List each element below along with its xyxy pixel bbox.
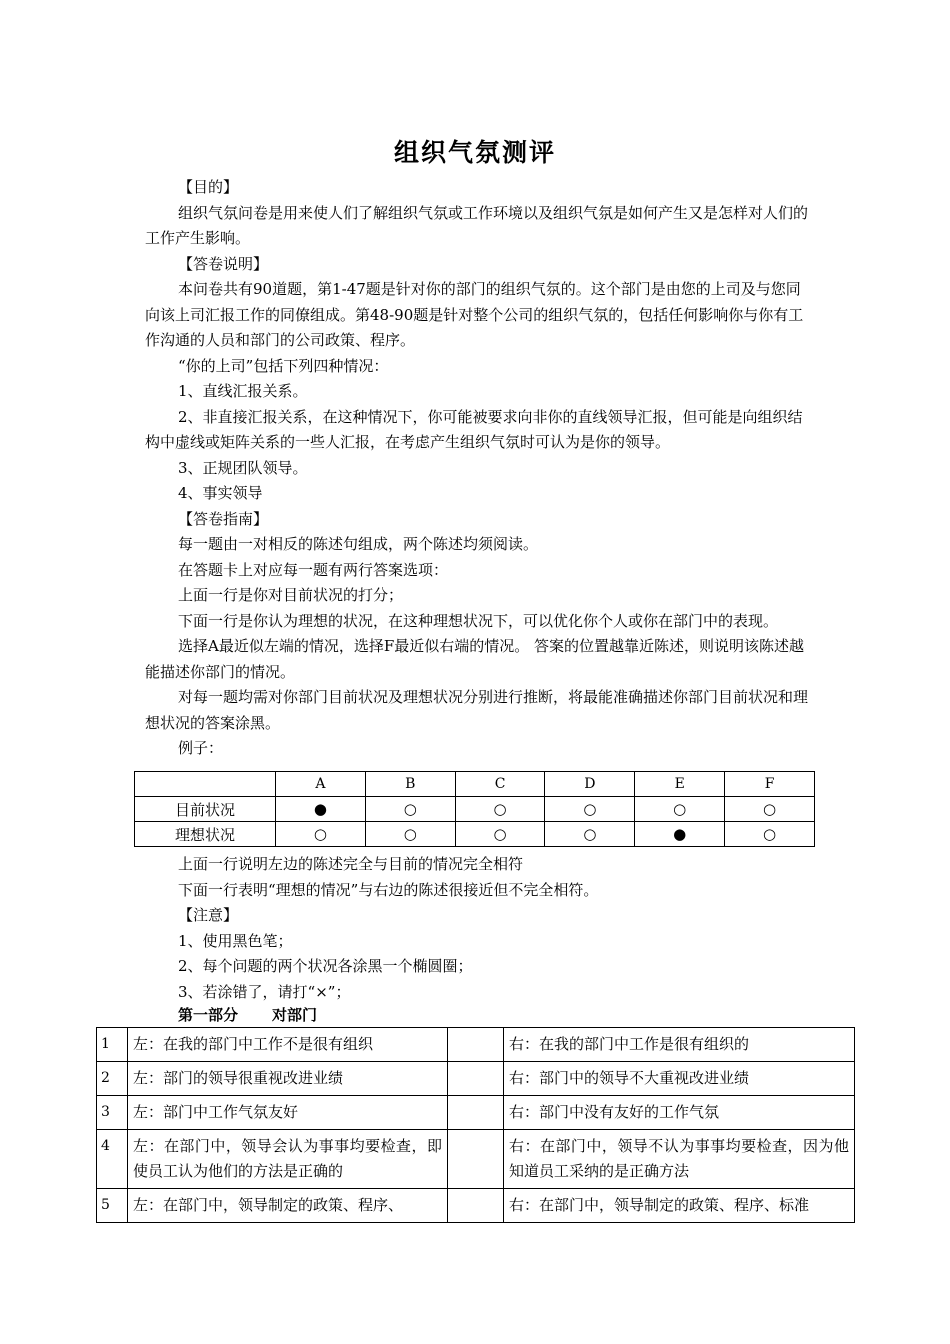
answer-cell bbox=[448, 1062, 504, 1096]
example-table bbox=[134, 771, 815, 847]
empty-circle-icon: ○ bbox=[545, 822, 635, 847]
header-cell: C bbox=[455, 772, 545, 797]
paragraph: “你的上司”包括下列四种情况： bbox=[178, 356, 389, 375]
right-statement: 右：在我的部门中工作是很有组织的 bbox=[504, 1028, 855, 1062]
header-cell: B bbox=[365, 772, 455, 797]
paragraph: 上面一行是你对目前状况的打分； bbox=[178, 586, 404, 604]
paragraph: 上面一行说明左边的陈述完全与目前的情况完全相符 bbox=[178, 855, 524, 873]
row-label: 目前状况 bbox=[135, 797, 276, 822]
list-item: 1、使用黑色笔； bbox=[178, 931, 293, 950]
intro-text bbox=[145, 175, 815, 762]
example-row-current bbox=[135, 797, 815, 822]
paragraph: 在答题卡上对应每一题有两行答案选项： bbox=[178, 560, 449, 579]
question-number: 4 bbox=[97, 1130, 128, 1189]
answer-cell bbox=[448, 1130, 504, 1189]
heading-guide: 【答卷指南】 bbox=[178, 509, 269, 528]
list-item: 3、若涂错了，请打“×”； bbox=[178, 982, 351, 1001]
question-number: 5 bbox=[97, 1189, 128, 1223]
empty-circle-icon: ○ bbox=[725, 797, 815, 822]
empty-circle-icon: ○ bbox=[276, 822, 366, 847]
questions-table bbox=[96, 1027, 855, 1223]
question-number: 2 bbox=[97, 1062, 128, 1096]
list-item: 2、每个问题的两个状况各涂黑一个椭圆圈； bbox=[178, 957, 473, 975]
left-statement: 左：部门中工作气氛友好 bbox=[128, 1096, 448, 1130]
section-name: 对部门 bbox=[272, 1006, 318, 1024]
right-statement: 右：在部门中，领导不认为事事均要检查，因为他知道员工采纳的是正确方法 bbox=[504, 1130, 855, 1189]
right-statement: 右：部门中的领导不大重视改进业绩 bbox=[504, 1062, 855, 1096]
question-number: 1 bbox=[97, 1028, 128, 1062]
left-statement: 左：在我的部门中工作不是很有组织 bbox=[128, 1028, 448, 1062]
section-part: 第一部分 bbox=[178, 1006, 239, 1024]
filled-circle-icon: ● bbox=[276, 797, 366, 822]
empty-circle-icon: ○ bbox=[725, 822, 815, 847]
paragraph: 下面一行表明“理想的情况”与右边的陈述很接近但不完全相符。 bbox=[178, 880, 599, 899]
empty-circle-icon: ○ bbox=[365, 822, 455, 847]
list-item: 4、事实领导 bbox=[178, 484, 263, 502]
document-title: 组织气氛测评 bbox=[393, 138, 556, 167]
header-cell: F bbox=[725, 772, 815, 797]
answer-cell bbox=[448, 1028, 504, 1062]
paragraph: 每一题由一对相反的陈述句组成，两个陈述均须阅读。 bbox=[178, 535, 539, 553]
paragraph: 对每一题均需对你部门目前状况及理想状况分别进行推断，将最能准确描述你部门目前状况和理想状况的答案涂黑。 bbox=[145, 688, 809, 732]
table-row bbox=[97, 1062, 855, 1096]
table-row bbox=[97, 1189, 855, 1223]
empty-circle-icon: ○ bbox=[365, 797, 455, 822]
heading-note: 【注意】 bbox=[178, 906, 239, 924]
answer-cell bbox=[448, 1096, 504, 1130]
list-item: 1、直线汇报关系。 bbox=[178, 382, 308, 400]
left-statement: 左：部门的领导很重视改进业绩 bbox=[128, 1062, 448, 1096]
left-statement: 左：在部门中，领导制定的政策、程序、 bbox=[128, 1189, 448, 1223]
example-label: 例子： bbox=[178, 739, 224, 757]
header-cell: D bbox=[545, 772, 635, 797]
right-statement: 右：在部门中，领导制定的政策、程序、标准 bbox=[504, 1189, 855, 1223]
header-cell bbox=[135, 772, 276, 797]
right-statement: 右：部门中没有友好的工作气氛 bbox=[504, 1096, 855, 1130]
answer-cell bbox=[448, 1189, 504, 1223]
empty-circle-icon: ○ bbox=[635, 797, 725, 822]
empty-circle-icon: ○ bbox=[545, 797, 635, 822]
empty-circle-icon: ○ bbox=[455, 797, 545, 822]
paragraph: 下面一行是你认为理想的状况，在这种理想状况下，可以优化你个人或你在部门中的表现。 bbox=[178, 611, 779, 630]
row-label: 理想状况 bbox=[135, 822, 276, 847]
table-row bbox=[97, 1096, 855, 1130]
empty-circle-icon: ○ bbox=[455, 822, 545, 847]
example-row-ideal bbox=[135, 822, 815, 847]
filled-circle-icon: ● bbox=[635, 822, 725, 847]
list-item: 2、非直接汇报关系，在这种情况下，你可能被要求向非你的直线领导汇报，但可能是向组织结构中虚线或矩阵关系的一些人汇报，在考虑产生组织气氛时可认为是你的领导。 bbox=[145, 407, 803, 451]
question-number: 3 bbox=[97, 1096, 128, 1130]
example-header-row bbox=[135, 772, 815, 797]
table-row bbox=[97, 1028, 855, 1062]
header-cell: E bbox=[635, 772, 725, 797]
section-heading bbox=[178, 1004, 351, 1025]
paragraph: 本问卷共有90道题，第1-47题是针对你的部门的组织气氛的。这个部门是由您的上司及与您同向该上司汇报工作的同僚组成。第48-90题是针对整个公司的组织气氛的，包括任何影响你与你有工作沟通的人员和部门的公司政策、程序。 bbox=[145, 280, 804, 349]
heading-instructions: 【答卷说明】 bbox=[178, 254, 269, 273]
heading-purpose: 【目的】 bbox=[178, 178, 239, 196]
header-cell: A bbox=[276, 772, 366, 797]
paragraph: 组织气氛问卷是用来使人们了解组织气氛或工作环境以及组织气氛是如何产生又是怎样对人们的工作产生影响。 bbox=[145, 203, 809, 247]
list-item: 3、正规团队领导。 bbox=[178, 458, 308, 477]
paragraph: 选择A最近似左端的情况，选择F最近似右端的情况。 答案的位置越靠近陈述，则说明该陈述越能描述你部门的情况。 bbox=[145, 637, 805, 681]
table-row bbox=[97, 1130, 855, 1189]
left-statement: 左：在部门中，领导会认为事事均要检查，即使员工认为他们的方法是正确的 bbox=[128, 1130, 448, 1189]
notes-text bbox=[145, 852, 815, 1005]
